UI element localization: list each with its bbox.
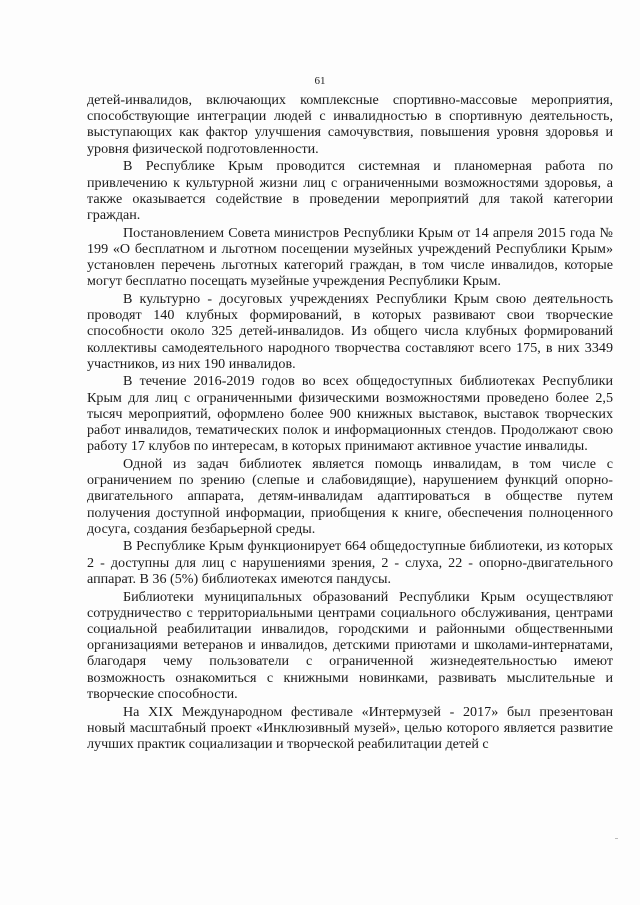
page-number: 61 (314, 75, 326, 87)
paragraph-2: В Республике Крым проводится системная и планомерная работа по привлечению к культурной жизни лиц с ограниченными возможностями здоровья, а также оказывается содействие в проведении мероприятий для такой категории граждан. (87, 158, 613, 223)
paragraph-5: В течение 2016-2019 годов во всех общедоступных библиотеках Республики Крым для лиц с ограниченными физическими возможностями проведено более 2,5 тысяч мероприятий, оформлено более 900 книжных выставок, выставок творческих работ инвалидов, тематических полок и информационных стендов. Продолжают свою работу 17 клубов по интересам, в которых принимают активное участие инвалиды. (87, 373, 613, 455)
paragraph-9: На XIX Международном фестивале «Интермузей - 2017» был презентован новый масштабный проект «Инклюзивный музей», целью которого является развитие лучших практик социализации и творческой реабилитации детей с (87, 703, 613, 752)
paragraph-1: детей-инвалидов, включающих комплексные спортивно-массовые мероприятия, способствующие интеграции людей с инвалидностью в спортивную деятельность, выступающих как фактор улучшения самочувствия, повышения уровня здоровья и уровня физической подготовленности. (87, 92, 613, 157)
paragraph-7: В Республике Крым функционирует 664 общедоступные библиотеки, из которых 2 - доступны для лиц с нарушениями зрения, 2 - слуха, 22 - опорно-двигательного аппарат. В 36 (5%) библиотеках имеются пандусы. (87, 538, 613, 587)
paragraph-4: В культурно - досуговых учреждениях Республики Крым свою деятельность проводят 140 клубных формирований, в которых развивают свои творческие способности около 325 детей-инвалидов. Из общего числа клубных формирований коллективы самодеятельного народного творчества составляют всего 175, в них 3349 участников, из них 190 инвалидов. (87, 290, 613, 372)
paragraph-3: Постановлением Совета министров Республики Крым от 14 апреля 2015 года № 199 «О бесплатном и льготном посещении музейных учреждений Республики Крым» установлен перечень льготных категорий граждан, в том числе инвалидов, которые могут бесплатно посещать музейные учреждения Республики Крым. (87, 224, 613, 290)
scan-mark (615, 838, 618, 839)
document-body (87, 92, 613, 754)
paragraph-8: Библиотеки муниципальных образований Республики Крым осуществляют сотрудничество с территориальными центрами социального обслуживания, центрами социальной реабилитации инвалидов, городскими и районными общественными организациями ветеранов и инвалидов, детскими приютами и школами-интернатами, благодаря чему пользователи с ограниченной жизнедеятельностью имеют возможность ознакомиться с книжными новинками, развивать мыслительные и творческие способности. (87, 588, 613, 702)
paragraph-6: Одной из задач библиотек является помощь инвалидам, в том числе с ограничением по зрению (слепые и слабовидящие), нарушением функций опорно-двигательного аппарата, детям-инвалидам адаптироваться в обществе путем получения доступной информации, приобщения к книге, обеспечения полноценного досуга, создания безбарьерной среды. (87, 455, 613, 537)
